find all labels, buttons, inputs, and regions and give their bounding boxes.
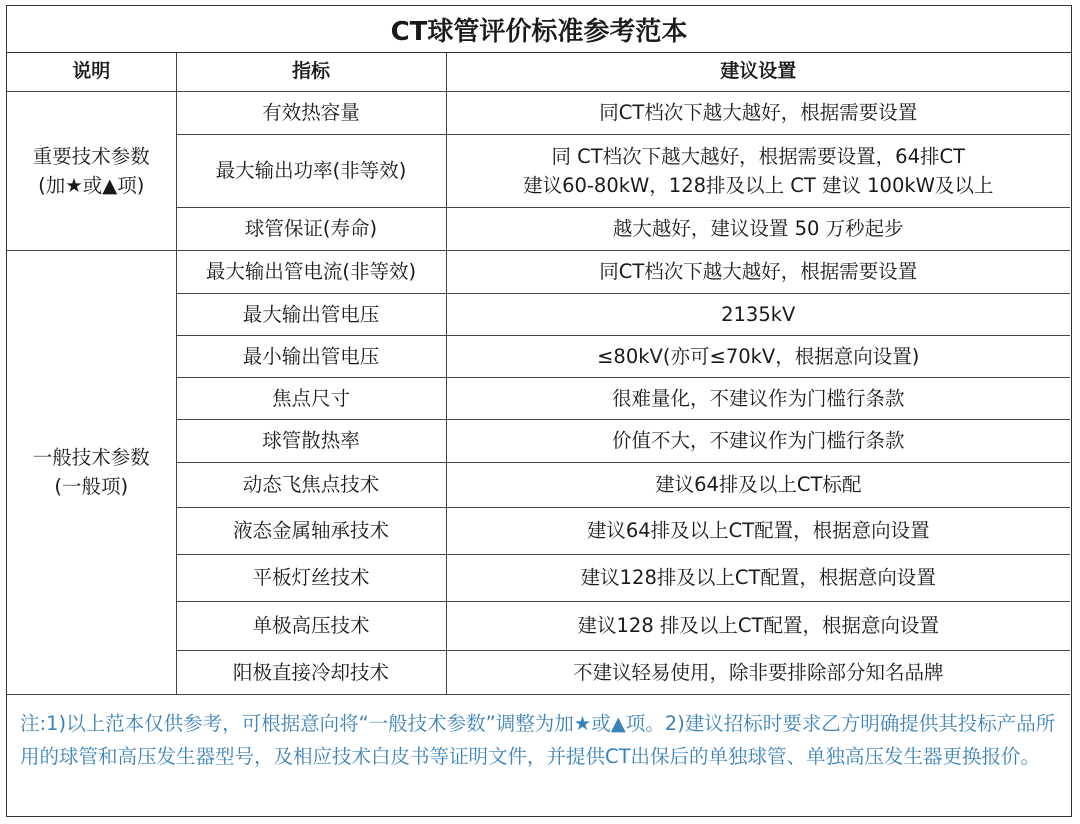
- spec-sheet: [6, 5, 1072, 817]
- recommendation-cell: 2135kV: [446, 293, 1070, 335]
- indicator-cell: 液态金属轴承技术: [176, 507, 446, 554]
- recommendation-cell: 很难量化，不建议作为门槛行条款: [446, 377, 1070, 419]
- indicator-cell: 阳极直接冷却技术: [176, 650, 446, 694]
- recommendation-cell: 建议128 排及以上CT配置，根据意向设置: [446, 601, 1070, 650]
- recommendation-cell: 价值不大，不建议作为门槛行条款: [446, 419, 1070, 462]
- group-label-line: 重要技术参数: [32, 144, 150, 168]
- recommendation-cell: ≤80kV(亦可≤70kV，根据意向设置): [446, 335, 1070, 377]
- table-header-row: [7, 53, 1070, 91]
- recommendation-cell: 越大越好，建议设置 50 万秒起步: [446, 207, 1070, 250]
- header-recommendation: 建议设置: [446, 53, 1070, 91]
- indicator-cell: 最大输出功率(非等效): [176, 134, 446, 207]
- group-label-line: 一般技术参数: [32, 446, 150, 469]
- table-row: [7, 250, 1070, 293]
- group-label-line: (一般项): [54, 475, 129, 498]
- header-description: 说明: [7, 53, 176, 91]
- indicator-cell: 有效热容量: [176, 91, 446, 134]
- recommendation-line: 建议60-80kW，128排及以上 CT 建议 100kW及以上: [523, 173, 994, 197]
- indicator-cell: 平板灯丝技术: [176, 554, 446, 601]
- recommendation-cell: 建议64排及以上CT标配: [446, 462, 1070, 507]
- indicator-cell: 球管保证(寿命): [176, 207, 446, 250]
- recommendation-cell: 不建议轻易使用，除非要排除部分知名品牌: [446, 650, 1070, 694]
- recommendation-cell: 同CT档次下越大越好，根据需要设置: [446, 91, 1070, 134]
- group-label-important: [7, 91, 176, 250]
- indicator-cell: 动态飞焦点技术: [176, 462, 446, 507]
- recommendation-line: 同 CT档次下越大越好，根据需要设置，64排CT: [551, 144, 966, 168]
- recommendation-cell: 建议128排及以上CT配置，根据意向设置: [446, 554, 1070, 601]
- indicator-cell: 焦点尺寸: [176, 377, 446, 419]
- header-indicator: 指标: [176, 53, 446, 91]
- indicator-cell: 最大输出管电流(非等效): [176, 250, 446, 293]
- recommendation-cell: 建议64排及以上CT配置，根据意向设置: [446, 507, 1070, 554]
- indicator-cell: 最大输出管电压: [176, 293, 446, 335]
- indicator-cell: 球管散热率: [176, 419, 446, 462]
- page-title: CT球管评价标准参考范本: [7, 6, 1071, 53]
- indicator-cell: 单极高压技术: [176, 601, 446, 650]
- recommendation-cell: 同CT档次下越大越好，根据需要设置: [446, 250, 1070, 293]
- evaluation-table: [7, 53, 1070, 695]
- indicator-cell: 最小输出管电压: [176, 335, 446, 377]
- recommendation-cell: [446, 134, 1070, 207]
- footnote: 注:1)以上范本仅供参考，可根据意向将“一般技术参数”调整为加★或▲项。2)建议招标时要求乙方明确提供其投标产品所用的球管和高压发生器型号，及相应技术白皮书等证明文件，并提供CT出保后的单独球管、单独高压发生器更换报价。: [20, 712, 1056, 768]
- table-row: [7, 91, 1070, 134]
- group-label-general: [7, 250, 176, 694]
- group-label-line: (加★或▲项): [38, 173, 145, 197]
